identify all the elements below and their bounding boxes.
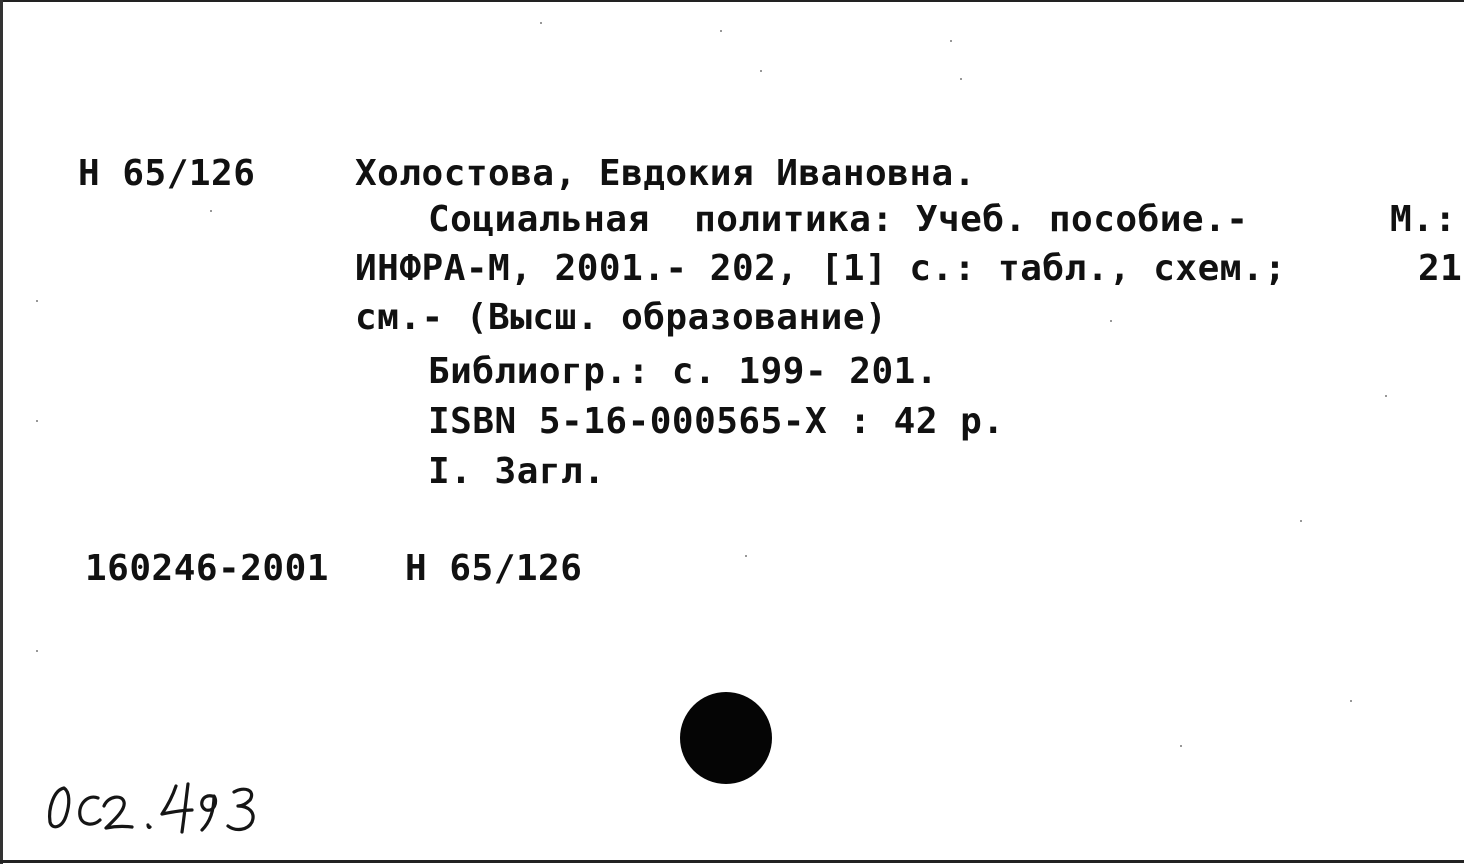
dust-speck [210, 210, 212, 212]
dust-speck [1300, 520, 1302, 522]
dust-speck [950, 40, 952, 42]
bibliography-note: Библиогр.: с. 199- 201. [428, 351, 938, 392]
publication-size: 21 [1418, 248, 1463, 289]
dust-speck [960, 78, 962, 80]
publication-statement: ИНФРА-М, 2001.- 202, [1] с.: табл., схем.; [355, 248, 1287, 289]
punch-hole [680, 692, 772, 784]
dust-speck [36, 300, 38, 302]
card-top-edge [0, 0, 1464, 2]
dust-speck [720, 30, 722, 32]
dust-speck [1385, 395, 1387, 397]
inventory-number: 160246-2001 [85, 548, 329, 589]
series-statement: см.- (Высш. образование) [355, 297, 888, 338]
dust-speck [760, 70, 762, 72]
dust-speck [1180, 745, 1182, 747]
call-number: Н 65/126 [78, 153, 256, 194]
author-heading: Холостова, Евдокия Ивановна. [355, 153, 976, 194]
title-statement-place: М.: [1390, 199, 1457, 240]
dust-speck [1110, 320, 1112, 322]
dust-speck [540, 22, 542, 24]
subject-index: I. Загл. [428, 451, 606, 492]
dust-speck [745, 555, 747, 557]
dust-speck [36, 650, 38, 652]
dust-speck [1350, 700, 1352, 702]
dust-speck [36, 420, 38, 422]
isbn-price: ISBN 5-16-000565-X : 42 р. [428, 401, 1005, 442]
card-bottom-edge [0, 860, 1464, 863]
handwritten-classification [42, 770, 292, 840]
title-statement: Социальная политика: Учеб. пособие.- [428, 199, 1249, 240]
card-left-edge [0, 0, 3, 864]
shelf-mark: Н 65/126 [405, 548, 583, 589]
